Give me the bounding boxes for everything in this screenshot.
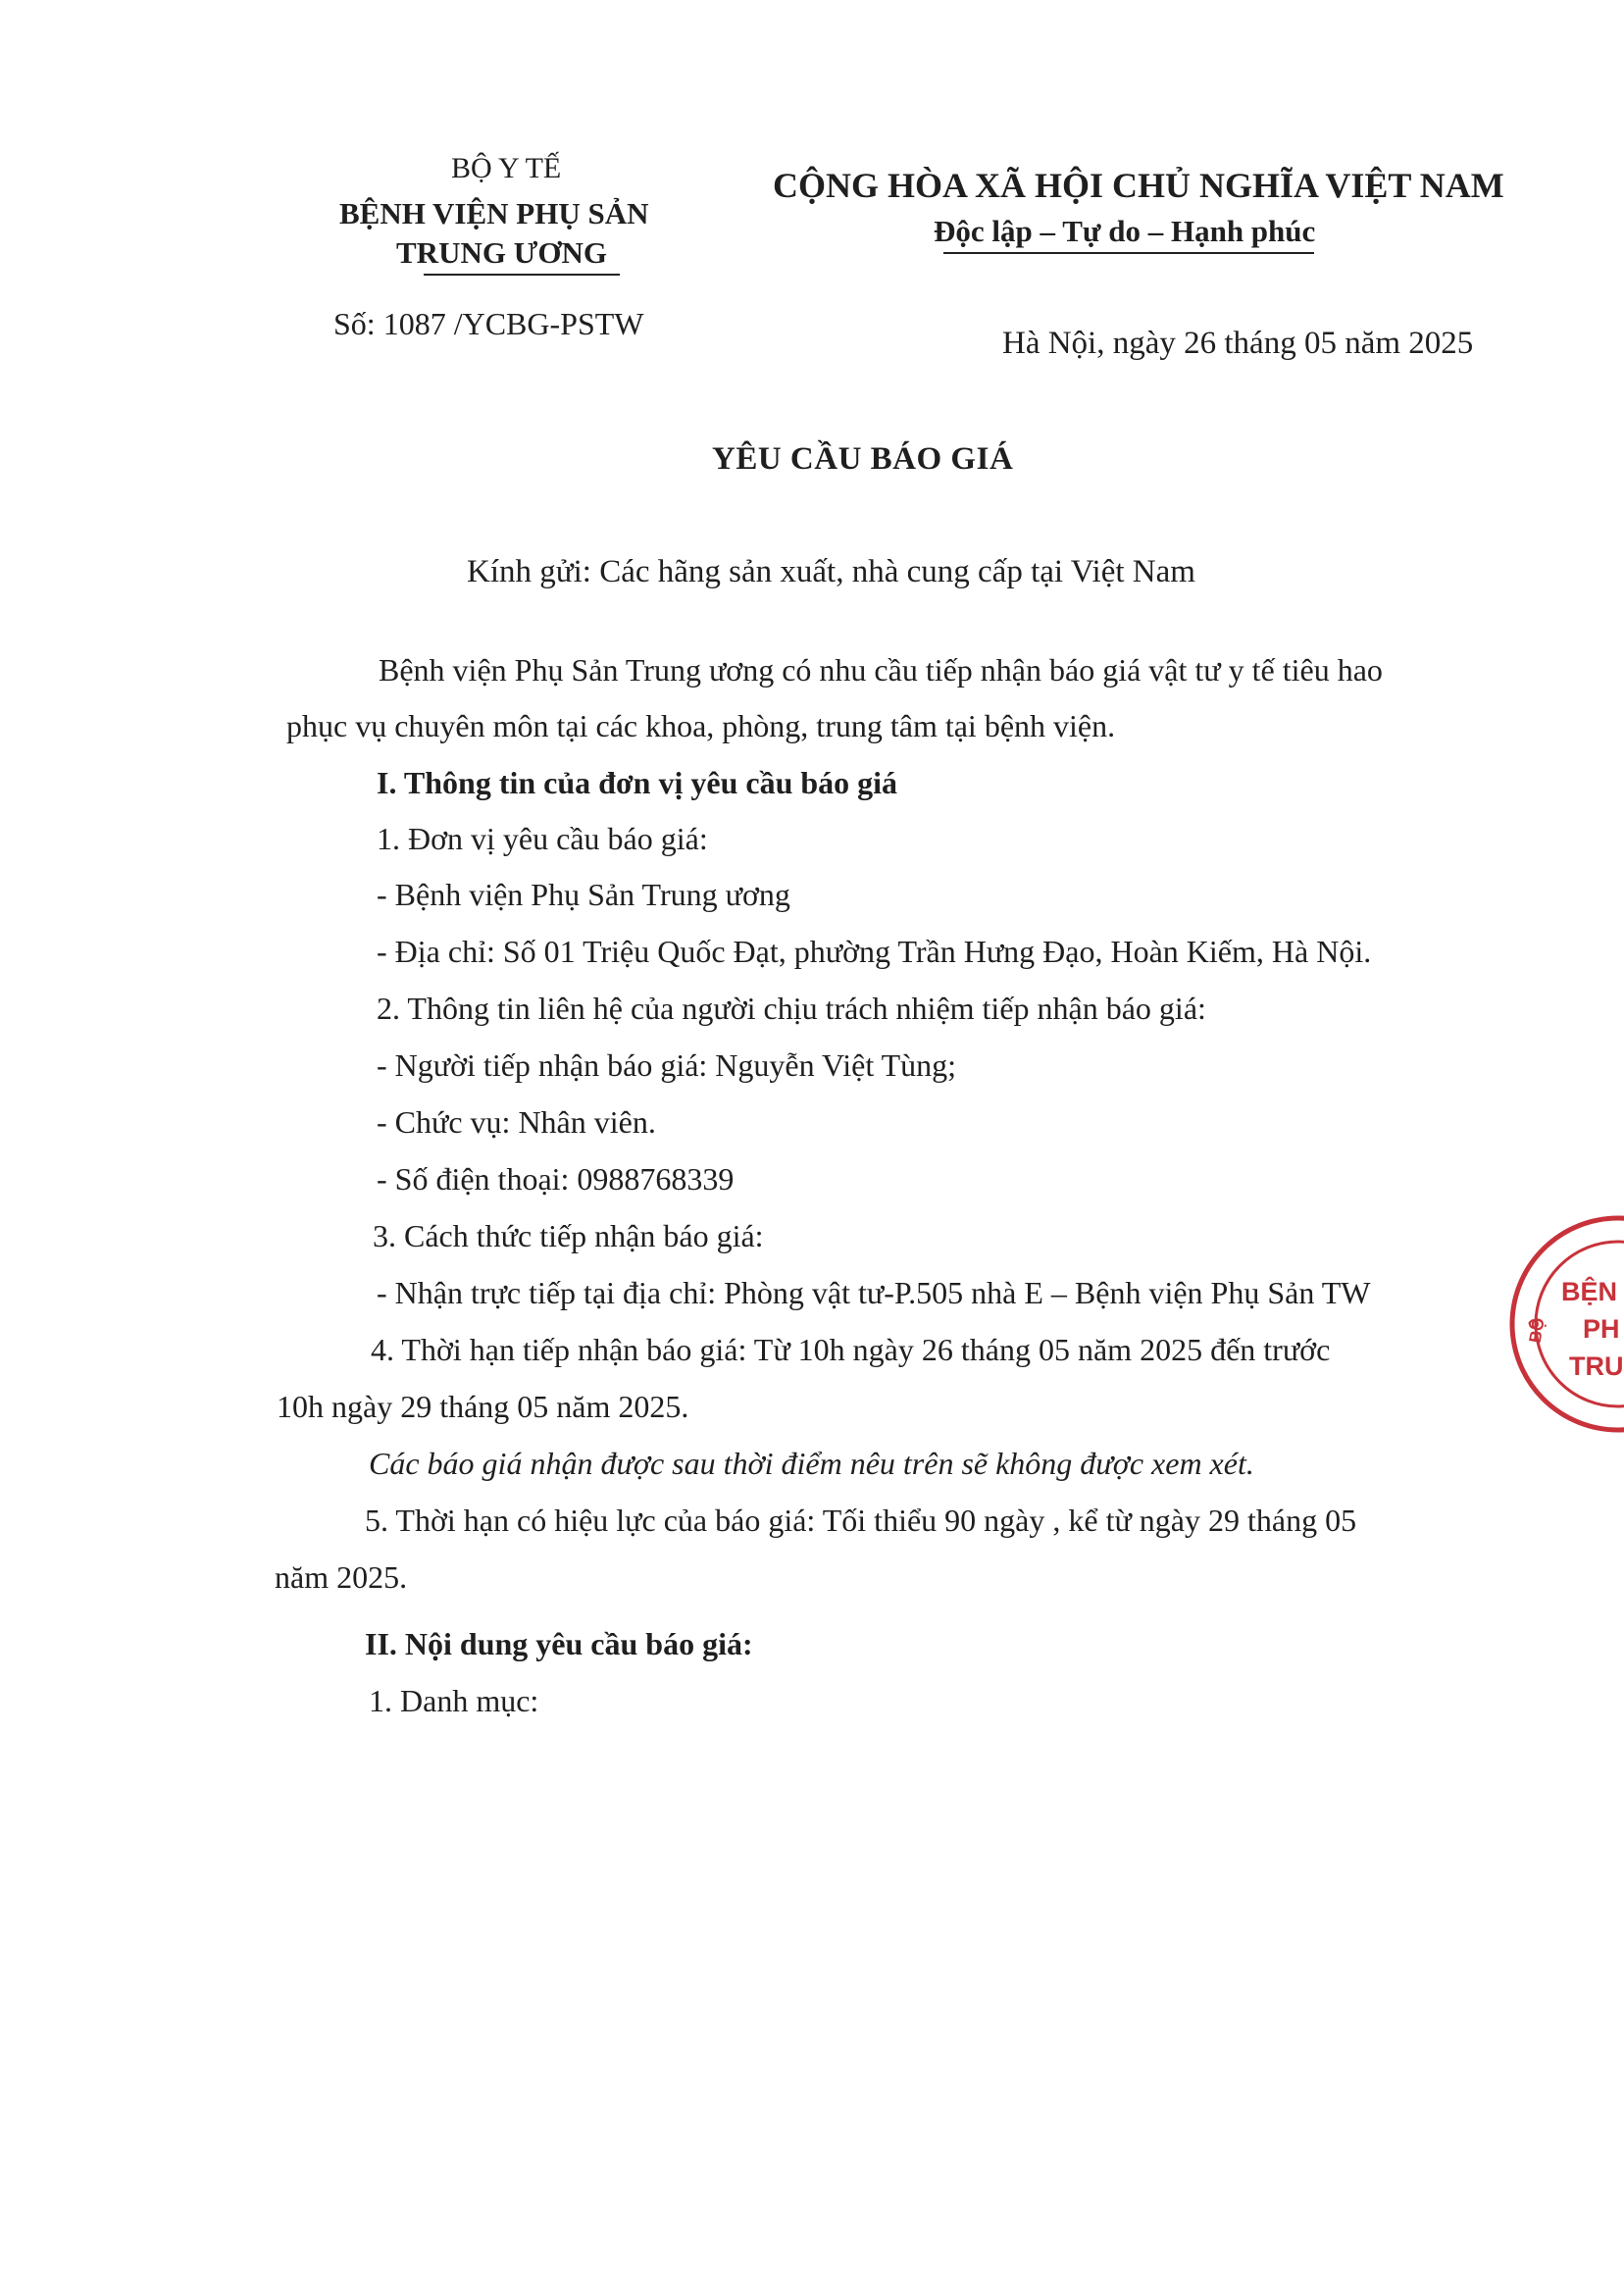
intro-line-2: phục vụ chuyên môn tại các khoa, phòng, trung tâm tại bệnh viện. <box>286 708 1116 743</box>
org-underline <box>424 274 620 276</box>
section2-item1-label: 1. Danh mục: <box>369 1683 539 1718</box>
section1-heading: I. Thông tin của đơn vị yêu cầu báo giá <box>377 765 898 800</box>
section2-heading: II. Nội dung yêu cầu báo giá: <box>365 1626 753 1661</box>
section1-item3-label: 3. Cách thức tiếp nhận báo giá: <box>373 1218 764 1253</box>
stamp-text-2: PH <box>1583 1314 1620 1344</box>
ministry-name: BỘ Y TẾ <box>451 152 562 184</box>
nation-title: CỘNG HÒA XÃ HỘI CHỦ NGHĨA VIỆT NAM <box>773 166 1504 205</box>
contact-person: - Người tiếp nhận báo giá: Nguyễn Việt Tùng; <box>377 1047 957 1083</box>
contact-phone: - Số điện thoại: 0988768339 <box>377 1161 735 1197</box>
contact-position: - Chức vụ: Nhân viên. <box>377 1104 656 1140</box>
org-name-line1: BỆNH VIỆN PHỤ SẢN <box>339 196 649 230</box>
org-name-line2: TRUNG ƯƠNG <box>396 235 607 270</box>
late-submission-note: Các báo giá nhận được sau thời điểm nêu trên sẽ không được xem xét. <box>369 1446 1254 1481</box>
deadline-line-2: 10h ngày 29 tháng 05 năm 2025. <box>277 1389 689 1424</box>
receiving-method: - Nhận trực tiếp tại địa chỉ: Phòng vật tư-P.505 nhà E – Bệnh viện Phụ Sản TW <box>377 1275 1371 1310</box>
validity-line-1: 5. Thời hạn có hiệu lực của báo giá: Tối thiểu 90 ngày , kể từ ngày 29 tháng 05 <box>365 1503 1357 1538</box>
document-number: Số: 1087 /YCBG-PSTW <box>333 306 644 341</box>
motto-underline <box>943 252 1314 254</box>
official-stamp <box>1500 1206 1624 1442</box>
requesting-unit-address: - Địa chỉ: Số 01 Triệu Quốc Đạt, phường Trần Hưng Đạo, Hoàn Kiếm, Hà Nội. <box>377 934 1372 969</box>
validity-line-2: năm 2025. <box>275 1559 408 1595</box>
recipient-line: Kính gửi: Các hãng sản xuất, nhà cung cấp tại Việt Nam <box>467 554 1195 589</box>
requesting-unit-name: - Bệnh viện Phụ Sản Trung ương <box>377 877 790 912</box>
section1-item1-label: 1. Đơn vị yêu cầu báo giá: <box>377 821 708 856</box>
national-motto: Độc lập – Tự do – Hạnh phúc <box>934 214 1316 248</box>
stamp-text-1: BỆN <box>1561 1277 1618 1306</box>
place-date: Hà Nội, ngày 26 tháng 05 năm 2025 <box>1002 326 1474 361</box>
document-title: YÊU CẦU BÁO GIÁ <box>712 441 1014 477</box>
stamp-side-text: BỘ <box>1525 1316 1548 1345</box>
intro-line-1: Bệnh viện Phụ Sản Trung ương có nhu cầu tiếp nhận báo giá vật tư y tế tiêu hao <box>379 652 1383 688</box>
stamp-text-3: TRU <box>1569 1351 1624 1381</box>
section1-item2-label: 2. Thông tin liên hệ của người chịu trách nhiệm tiếp nhận báo giá: <box>377 991 1206 1026</box>
deadline-line-1: 4. Thời hạn tiếp nhận báo giá: Từ 10h ngày 26 tháng 05 năm 2025 đến trước <box>371 1332 1331 1367</box>
